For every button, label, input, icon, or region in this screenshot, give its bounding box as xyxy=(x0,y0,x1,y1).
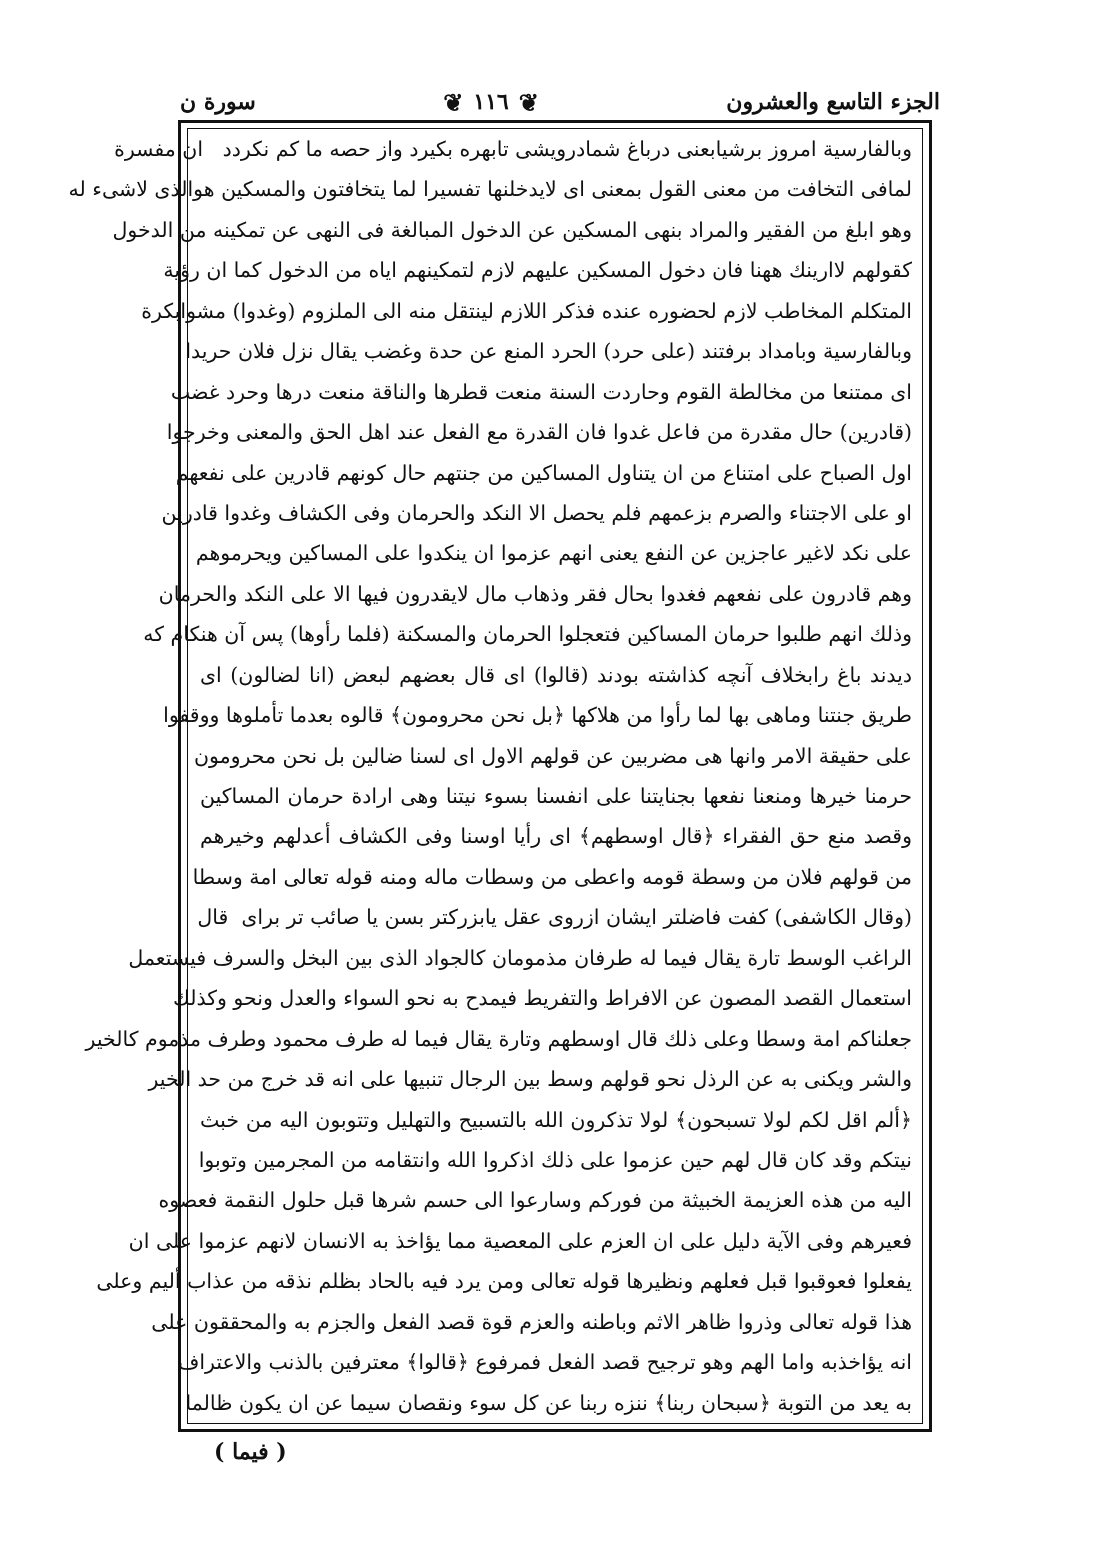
text-line: وهم قادرون على نفعهم فغدوا بحال فقر وذهاب مال لايقدرون فيها الا على النكد والحرمان xyxy=(158,581,912,606)
text-line: (وقال الكاشفى) كفت فاضلتر ايشان ازروى عقل يابزركتر بسن يا صائب تر براى ‌ قال xyxy=(197,905,912,930)
ornament-icon: ❦ xyxy=(518,87,539,117)
text-line: ديدند باغ رابخلاف آنچه كذاشته بودند (قالوا) اى قال بعضهم لبعض (انا لضالون) اى xyxy=(200,662,912,687)
part-title: الجزء التاسع والعشرون xyxy=(726,89,940,115)
surah-title: سورة ن xyxy=(180,89,256,115)
text-line: من قولهم فلان من وسطة قومه واعطى من وسطات ماله ومنه قوله تعالى امة وسطا xyxy=(192,864,912,889)
text-line: وذلك انهم طلبوا حرمان المساكين فتعجلوا الحرمان والمسكنة (فلما رأوها) پس آن هنكام كه xyxy=(143,622,912,647)
text-line: اليه من هذه العزيمة الخبيثة من فوركم وسارعوا الى حسم شرها قبل حلول النقمة فعصوه xyxy=(158,1188,912,1213)
text-line: طريق جنتنا وماهى بها لما رأوا من هلاكها ﴿بل نحن محرومون﴾ قالوه بعدما تأملوها ووقفوا xyxy=(163,703,912,728)
page-header xyxy=(180,82,940,122)
text-line: جعلناكم امة وسطا وعلى ذلك قال اوسطهم وتارة يقال فيما له طرف محمود وطرف مذموم كالخير xyxy=(85,1026,912,1051)
text-line: به يعد من التوبة ﴿سبحان ربنا﴾ ننزه ربنا عن كل سوء ونقصان سيما عن ان يكون ظالما xyxy=(185,1390,912,1415)
text-line: استعمال القصد المصون عن الافراط والتفريط فيمدح به نحو السواء والعدل ونحو وكذلك xyxy=(172,986,912,1011)
text-line: على حقيقة الامر وانها هى مضربين عن قولهم الاول اى لسنا ضالين بل نحن محرومون xyxy=(193,743,912,768)
ornament-icon: ❦ xyxy=(443,87,464,117)
text-line: كقولهم لاارينك ههنا فان دخول المسكين عليهم لازم لتمكينهم اياه من الدخول كما ان رؤية xyxy=(163,258,912,283)
text-line: نيتكم وقد كان قال لهم حين عزموا على ذلك اذكروا الله وانتقامه من المجرمين وتوبوا xyxy=(198,1147,912,1172)
text-line: والشر ويكنى به عن الرذل نحو قولهم وسط بين الرجال تنبيها على انه قد خرج من حد الخير xyxy=(148,1067,912,1092)
text-body xyxy=(68,134,912,1418)
text-line: المتكلم المخاطب لازم لحضوره عنده فذكر اللازم لينتقل منه الى الملزوم (وغدوا) مشوابكرة xyxy=(141,298,912,323)
text-line: هذا قوله تعالى وذروا ظاهر الاثم وباطنه والعزم قوة قصد الفعل والجزم به والمحققون على xyxy=(151,1309,912,1334)
text-line: وبالفارسية امروز برشيابعنى درباغ شمادرويشى تابهره بكيرد واز حصه ما كم نكردد ‌ ‌ ان مفسرة xyxy=(114,137,912,161)
text-line: ﴿ألم اقل لكم لولا تسبحون﴾ لولا تذكرون الله بالتسبيح والتهليل وتتوبون اليه من خبث xyxy=(200,1107,912,1132)
text-line: يفعلوا فعوقبوا قبل فعلهم ونظيرها قوله تعالى ومن يرد فيه بالحاد بظلم نذقه من عذاب أليم وعلى xyxy=(96,1269,912,1294)
catchword: ( فيما ) xyxy=(214,1439,287,1465)
text-line: اول الصباح على امتناع من ان يتناول المساكين من جنتهم حال كونهم قادرين على نفعهم xyxy=(175,460,912,485)
text-line: او على الاجتناء والصرم بزعمهم فلم يحصل الا النكد والحرمان وفى الكشاف وغدوا قادرين xyxy=(161,500,912,525)
page-number-group xyxy=(443,88,539,117)
text-line: وقصد منع حق الفقراء ﴿قال اوسطهم﴾ اى رأيا اوسنا وفى الكشاف أعدلهم وخيرهم xyxy=(200,824,912,849)
text-line: على نكد لاغير عاجزين عن النفع يعنى انهم عزموا ان ينكدوا على المساكين ويحرموهم xyxy=(195,541,912,566)
text-line: فعيرهم وفى الآية دليل على ان العزم على المعصية مما يؤاخذ به الانسان لانهم عزموا على ان xyxy=(128,1228,912,1253)
text-line: حرمنا خيرها ومنعنا نفعها بجنايتنا على انفسنا بسوء نيتنا وهى ارادة حرمان المساكين xyxy=(200,784,912,808)
page-number: ١١٦ xyxy=(473,89,509,115)
text-line: وبالفارسية وبامداد برفتند (على حرد) الحرد المنع عن حدة وغضب يقال نزل فلان حريدا xyxy=(185,339,912,364)
text-line: وهو ابلغ من الفقير والمراد بنهى المسكين عن الدخول المبالغة فى النهى عن تمكينه من الدخول xyxy=(112,217,912,242)
text-line: انه يؤاخذبه واما الهم وهو ترجيح قصد الفعل فمرفوع ﴿قالوا﴾ معترفين بالذنب والاعتراف xyxy=(178,1350,912,1375)
text-line: لمافى التخافت من معنى القول بمعنى اى لايدخلنها تفسيرا لما يتخافتون والمسكين هوالذى لاشىء له xyxy=(68,177,912,202)
text-line: (قادرين) حال مقدرة من فاعل غدوا فان القدرة مع الفعل عند اهل الحق والمعنى وخرجوا xyxy=(166,420,912,445)
text-line: الراغب الوسط تارة يقال فيما له طرفان مذمومان كالجواد الذى بين البخل والسرف فيستعمل xyxy=(128,945,912,970)
text-line: اى ممتنعا من مخالطة القوم وحاردت السنة منعت قطرها والناقة منعت درها وحرد غضب xyxy=(170,379,912,404)
